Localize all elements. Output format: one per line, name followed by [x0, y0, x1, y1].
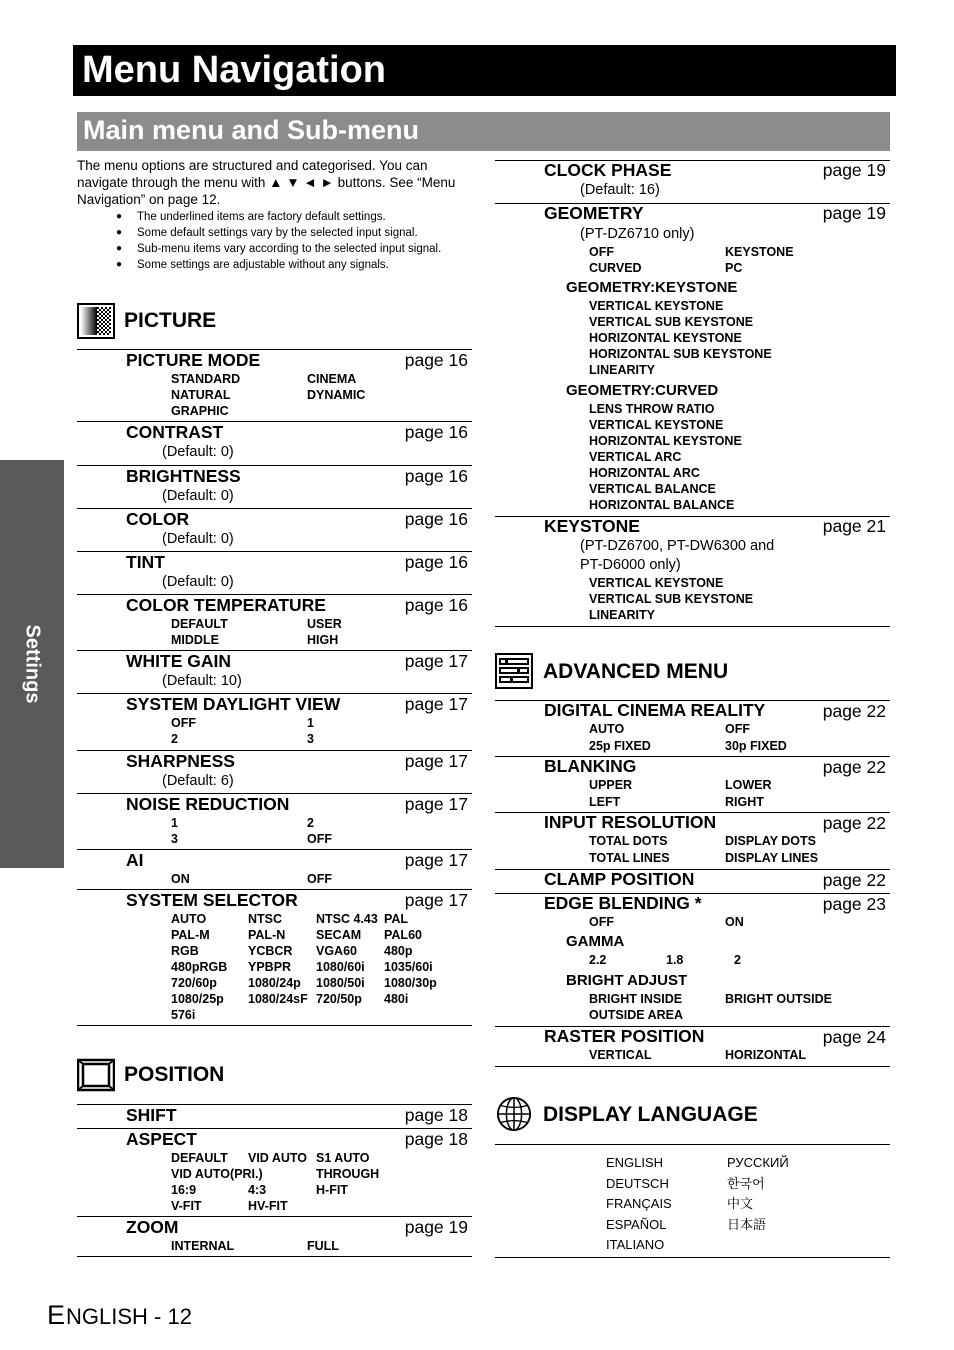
default-value: (Default: 0): [162, 574, 234, 590]
page-reference: page 17: [404, 794, 468, 814]
menu-option: 4:3: [248, 1183, 267, 1197]
menu-option: OFF: [307, 872, 332, 886]
language-option: DEUTSCH: [606, 1175, 669, 1191]
menu-option: RGB: [171, 944, 199, 958]
language-option: 日本語: [727, 1216, 767, 1232]
menu-option: 480p: [384, 944, 413, 958]
menu-option: 1035/60i: [384, 960, 433, 974]
menu-option: KEYSTONE: [725, 245, 794, 259]
page-reference: page 22: [822, 757, 886, 777]
menu-option: STANDARD: [171, 372, 241, 386]
menu-option: RIGHT: [725, 795, 764, 809]
menu-option: VERTICAL SUB KEYSTONE: [589, 315, 754, 329]
menu-option: PC: [725, 261, 743, 275]
menu-item-title: COLOR: [126, 509, 190, 529]
menu-option: DISPLAY DOTS: [725, 834, 816, 848]
page-reference: page 16: [404, 350, 468, 370]
page-reference: page 16: [404, 509, 468, 529]
default-value: (Default: 16): [580, 182, 660, 198]
menu-option: 1.8: [666, 953, 684, 967]
menu-option: LENS THROW RATIO: [589, 402, 715, 416]
menu-option: 1080/24p: [248, 976, 301, 990]
menu-item-title: SYSTEM SELECTOR: [126, 890, 298, 910]
menu-option: 2: [307, 816, 314, 830]
page-reference: page 22: [822, 870, 886, 890]
menu-option: ON: [171, 872, 190, 886]
menu-option: OFF: [171, 716, 196, 730]
note-item: ● Some default settings vary by the selected input signal.: [114, 225, 484, 241]
language-option: ENGLISH: [606, 1155, 664, 1170]
advanced-menu-section-title: ADVANCED MENU: [543, 660, 729, 683]
model-note: (PT-DZ6710 only): [580, 226, 695, 242]
menu-option: INTERNAL: [171, 1239, 235, 1253]
menu-option: LOWER: [725, 778, 772, 792]
menu-option: TOTAL DOTS: [589, 834, 668, 848]
menu-option: HORIZONTAL ARC: [589, 466, 700, 480]
menu-option: PAL: [384, 912, 409, 926]
menu-option: VERTICAL: [589, 1048, 652, 1062]
menu-option: 1080/24sF: [248, 992, 308, 1006]
menu-option: OFF: [725, 722, 750, 736]
menu-option: YPBPR: [248, 960, 292, 974]
note-item: ● Some settings are adjustable without any signals.: [114, 257, 484, 273]
advanced-menu-icon: [495, 653, 533, 689]
menu-item-title: WHITE GAIN: [126, 651, 231, 671]
model-note: (PT-DZ6700, PT-DW6300 and: [580, 538, 775, 554]
row-divider: [495, 1144, 890, 1145]
page-reference: page 18: [404, 1129, 468, 1149]
menu-option: VERTICAL ARC: [589, 450, 682, 464]
submenu-heading: BRIGHT ADJUST: [566, 972, 688, 989]
menu-item-title: SHARPNESS: [126, 751, 235, 771]
note-item: ● The underlined items are factory default settings.: [114, 209, 484, 225]
page-reference: page 17: [404, 850, 468, 870]
language-option: 한국어: [727, 1175, 765, 1191]
menu-option: 1080/50i: [316, 976, 365, 990]
page-reference: page 16: [404, 595, 468, 615]
menu-option: 720/50p: [316, 992, 362, 1006]
note-list: [114, 209, 484, 273]
display-language-section-title: DISPLAY LANGUAGE: [543, 1103, 758, 1126]
default-value: (Default: 0): [162, 444, 234, 460]
globe-icon: [495, 1096, 533, 1132]
menu-item-title: AI: [126, 850, 144, 870]
menu-option: LINEARITY: [589, 363, 655, 377]
page-reference: page 24: [822, 1027, 886, 1047]
menu-option: VERTICAL KEYSTONE: [589, 299, 724, 313]
menu-option: 1: [171, 816, 178, 830]
menu-option: 16:9: [171, 1183, 197, 1197]
menu-option: 1080/30p: [384, 976, 437, 990]
menu-option: 30p FIXED: [725, 739, 787, 753]
menu-option: HIGH: [307, 633, 339, 647]
settings-tab-label: Settings: [21, 624, 44, 704]
menu-option: V-FIT: [171, 1199, 202, 1213]
menu-option: TOTAL LINES: [589, 851, 670, 865]
settings-side-tab: [0, 460, 64, 868]
menu-option: DISPLAY LINES: [725, 851, 819, 865]
menu-item-title: BLANKING: [544, 756, 637, 776]
intro-text: The menu options are structured and categorised. You can navigate through the menu with ▲ ▼ ◄ ► buttons. See “Menu Navigation” on page 12.: [77, 158, 456, 207]
menu-option: 576i: [171, 1008, 196, 1022]
menu-option: LINEARITY: [589, 608, 655, 622]
section-end-divider: [495, 1066, 890, 1067]
menu-option: ON: [725, 915, 744, 929]
menu-option: 480i: [384, 992, 409, 1006]
menu-option: CINEMA: [307, 372, 357, 386]
menu-item-title: CONTRAST: [126, 422, 224, 442]
menu-option: THROUGH: [316, 1167, 380, 1181]
menu-item-title: NOISE REDUCTION: [126, 794, 290, 814]
page-reference: page 16: [404, 422, 468, 442]
menu-option: 2.2: [589, 953, 607, 967]
language-option: ITALIANO: [606, 1237, 665, 1252]
menu-item-title: CLOCK PHASE: [544, 160, 672, 180]
menu-option: 25p FIXED: [589, 739, 651, 753]
menu-option: OFF: [589, 245, 614, 259]
model-note: PT-D6000 only): [580, 557, 681, 573]
menu-option: 3: [307, 732, 314, 746]
menu-option: HORIZONTAL KEYSTONE: [589, 331, 742, 345]
menu-option: BRIGHT OUTSIDE: [725, 992, 832, 1006]
menu-option: 3: [171, 832, 178, 846]
menu-option: NATURAL: [171, 388, 231, 402]
picture-section-title: PICTURE: [124, 309, 217, 332]
default-value: (Default: 0): [162, 488, 234, 504]
menu-item-title: ASPECT: [126, 1129, 197, 1149]
default-value: (Default: 0): [162, 531, 234, 547]
menu-option: HORIZONTAL: [725, 1048, 807, 1062]
menu-item-title: TINT: [126, 552, 165, 572]
language-option: ESPAÑOL: [606, 1216, 667, 1232]
page-reference: page 17: [404, 651, 468, 671]
menu-option: PAL60: [384, 928, 422, 942]
menu-option: 2: [734, 953, 741, 967]
page-reference: page 19: [822, 203, 886, 223]
menu-option: OFF: [589, 915, 614, 929]
menu-option: PAL-M: [171, 928, 210, 942]
menu-item-title: EDGE BLENDING *: [544, 893, 702, 913]
position-icon: [77, 1057, 115, 1093]
page-reference: page 16: [404, 552, 468, 572]
section-end-divider: [495, 1257, 890, 1258]
menu-option: VERTICAL KEYSTONE: [589, 576, 724, 590]
menu-option: UPPER: [589, 778, 633, 792]
menu-option: 480pRGB: [171, 960, 228, 974]
menu-option: GRAPHIC: [171, 404, 229, 418]
menu-option: PAL-N: [248, 928, 286, 942]
menu-option: HORIZONTAL SUB KEYSTONE: [589, 347, 772, 361]
language-option: FRANÇAIS: [606, 1196, 672, 1211]
menu-option: 1080/25p: [171, 992, 224, 1006]
menu-option: DEFAULT: [171, 1151, 228, 1165]
menu-option: 1080/60i: [316, 960, 365, 974]
menu-option: 720/60p: [171, 976, 217, 990]
menu-option: HORIZONTAL KEYSTONE: [589, 434, 742, 448]
menu-item-title: SYSTEM DAYLIGHT VIEW: [126, 694, 341, 714]
submenu-heading: GAMMA: [566, 933, 625, 950]
footer-page-label-initial: E: [47, 1300, 66, 1330]
note-item: ● Sub-menu items vary according to the selected input signal.: [114, 241, 484, 257]
menu-option: HORIZONTAL BALANCE: [589, 498, 735, 512]
menu-option: USER: [307, 617, 342, 631]
menu-option: BRIGHT INSIDE: [589, 992, 683, 1006]
menu-item-title: COLOR TEMPERATURE: [126, 595, 326, 615]
menu-option: VERTICAL KEYSTONE: [589, 418, 724, 432]
section-end-divider: [77, 1025, 472, 1026]
menu-option: S1 AUTO: [316, 1151, 370, 1165]
page-reference: page 18: [404, 1105, 468, 1125]
menu-option: AUTO: [589, 722, 625, 736]
page-reference: page 17: [404, 890, 468, 910]
menu-option: DEFAULT: [171, 617, 228, 631]
menu-option: VERTICAL BALANCE: [589, 482, 716, 496]
default-value: (Default: 6): [162, 773, 234, 789]
position-section-title: POSITION: [124, 1063, 225, 1086]
menu-option: VGA60: [316, 944, 357, 958]
menu-option: AUTO: [171, 912, 207, 926]
menu-option: VERTICAL SUB KEYSTONE: [589, 592, 754, 606]
menu-item-title: BRIGHTNESS: [126, 466, 241, 486]
menu-item-title: GEOMETRY: [544, 203, 644, 223]
language-option: РУССКИЙ: [727, 1155, 789, 1170]
footer-page-label: NGLISH - 12: [66, 1304, 192, 1329]
picture-icon: [77, 303, 115, 339]
menu-item-title: KEYSTONE: [544, 516, 640, 536]
page-reference: page 17: [404, 694, 468, 714]
menu-option: YCBCR: [248, 944, 293, 958]
page-reference: page 22: [822, 701, 886, 721]
menu-option: 2: [171, 732, 178, 746]
section-end-divider: [495, 626, 890, 627]
menu-option: CURVED: [589, 261, 642, 275]
submenu-heading: GEOMETRY:KEYSTONE: [566, 279, 738, 296]
menu-item-title: DIGITAL CINEMA REALITY: [544, 700, 766, 720]
page-reference: page 17: [404, 751, 468, 771]
default-value: (Default: 10): [162, 673, 242, 689]
menu-option: NTSC 4.43: [316, 912, 378, 926]
menu-item-title: SHIFT: [126, 1105, 177, 1125]
menu-item-title: PICTURE MODE: [126, 350, 261, 370]
menu-option: VID AUTO: [248, 1151, 308, 1165]
page-reference: page 22: [822, 813, 886, 833]
menu-item-title: ZOOM: [126, 1217, 179, 1237]
page-reference: page 19: [822, 160, 886, 180]
menu-option: OUTSIDE AREA: [589, 1008, 683, 1022]
language-option: 中文: [727, 1196, 754, 1211]
page-reference: page 19: [404, 1217, 468, 1237]
page-reference: page 16: [404, 466, 468, 486]
menu-option: MIDDLE: [171, 633, 219, 647]
menu-option: VID AUTO(PRI.): [171, 1167, 263, 1181]
menu-option: H-FIT: [316, 1183, 348, 1197]
section-subtitle: Main menu and Sub-menu: [77, 112, 890, 151]
menu-option: OFF: [307, 832, 332, 846]
menu-item-title: RASTER POSITION: [544, 1026, 705, 1046]
menu-item-title: CLAMP POSITION: [544, 869, 695, 889]
menu-option: DYNAMIC: [307, 388, 366, 402]
page-title: Menu Navigation: [73, 45, 896, 96]
menu-option: SECAM: [316, 928, 362, 942]
section-end-divider: [77, 1256, 472, 1257]
menu-item-title: INPUT RESOLUTION: [544, 812, 717, 832]
page-reference: page 23: [822, 894, 886, 914]
page-reference: page 21: [822, 516, 886, 536]
menu-option: FULL: [307, 1239, 339, 1253]
submenu-heading: GEOMETRY:CURVED: [566, 382, 719, 399]
menu-option: NTSC: [248, 912, 283, 926]
menu-option: HV-FIT: [248, 1199, 288, 1213]
menu-option: LEFT: [589, 795, 621, 809]
menu-option: 1: [307, 716, 314, 730]
